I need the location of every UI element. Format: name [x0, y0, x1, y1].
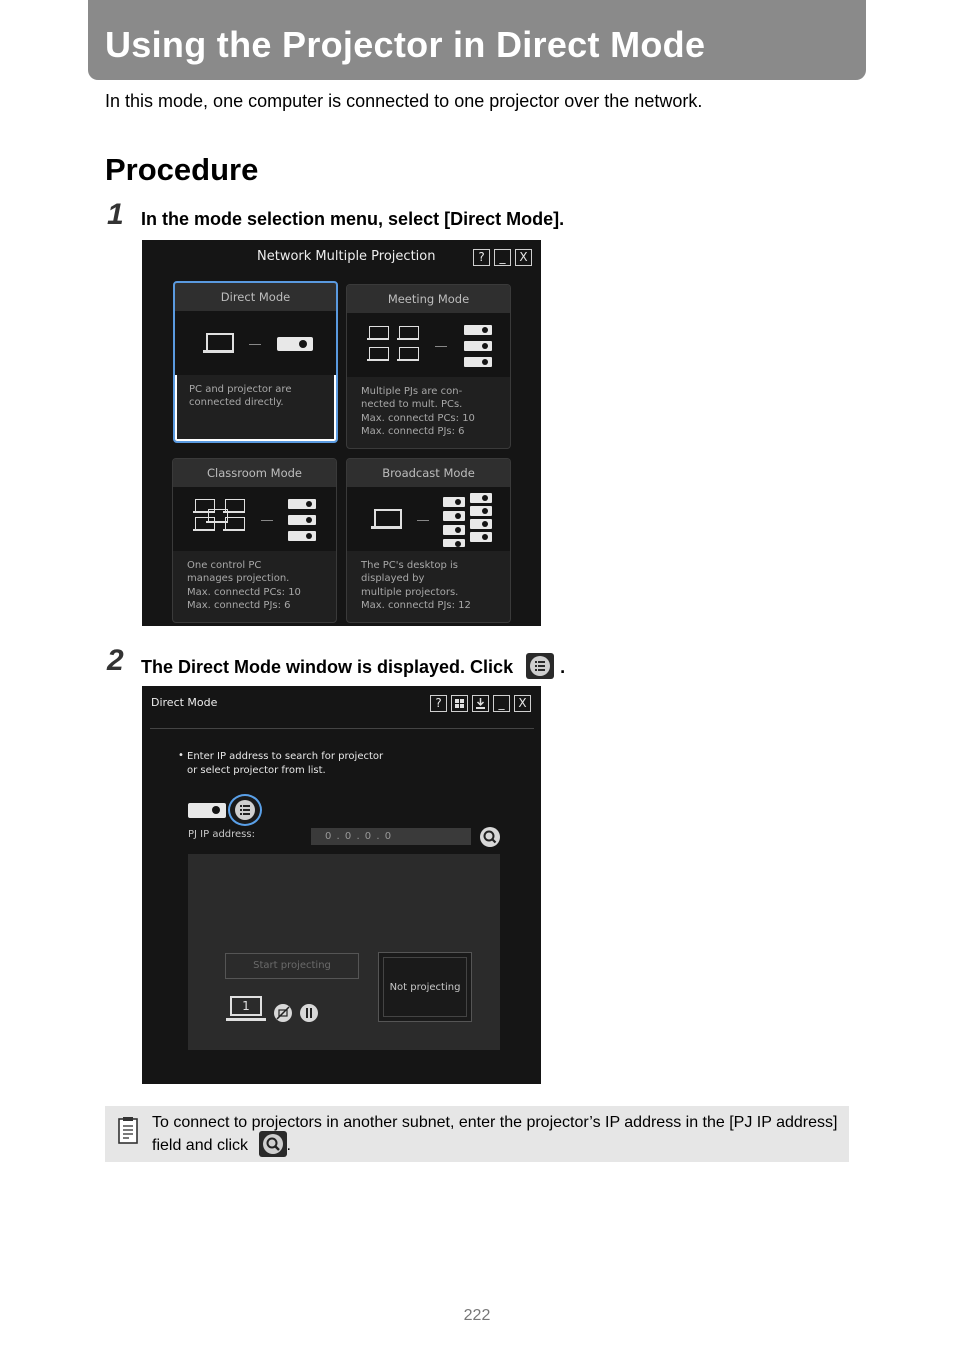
laptop-icon [367, 347, 389, 362]
projector-icon [470, 506, 492, 516]
page-title: Using the Projector in Direct Mode [105, 24, 706, 65]
start-projecting-button[interactable]: Start projecting [225, 953, 359, 979]
projector-icon [443, 511, 465, 521]
section-heading: Procedure [105, 152, 259, 187]
card-description: The PC's desktop is displayed by multiple projectors. Max. connectd PJs: 12 [361, 560, 471, 612]
ip-address-label: PJ IP address: [188, 829, 255, 840]
step-1-text: In the mode selection menu, select [Direct Mode]. [141, 209, 565, 229]
laptop-icon [397, 347, 419, 362]
close-button[interactable]: X [514, 695, 531, 712]
intro-text: In this mode, one computer is connected to one projector over the network. [105, 91, 703, 111]
card-title: Meeting Mode [347, 285, 510, 313]
close-button[interactable]: X [515, 249, 532, 266]
search-icon [480, 827, 500, 847]
note-text: To connect to projectors in another subnet, enter the projector’s IP address in the [PJ IP address] field and click . [152, 1112, 842, 1159]
card-description: PC and projector are connected directly. [189, 384, 292, 409]
memo-icon [117, 1117, 139, 1145]
chapter-title-bar [88, 0, 866, 80]
laptop-icon [203, 333, 233, 353]
list-icon [526, 653, 554, 679]
connection-line [435, 346, 447, 347]
minimize-button[interactable]: _ [494, 249, 511, 266]
projector-icon [464, 325, 492, 335]
search-button[interactable] [480, 827, 500, 847]
direct-mode-card[interactable] [173, 281, 338, 443]
broadcast-mode-card[interactable] [346, 458, 511, 623]
grid-view-button[interactable] [451, 695, 468, 712]
connection-line [417, 520, 429, 521]
no-display-icon[interactable] [274, 1004, 292, 1022]
step-2-number: 2 [107, 644, 124, 677]
ip-address-field[interactable]: 0 . 0 . 0 . 0 [311, 828, 471, 845]
connection-line [261, 520, 273, 521]
divider [150, 728, 534, 729]
card-title: Direct Mode [175, 283, 336, 311]
projector-icon [443, 539, 465, 547]
projector-icon [470, 532, 492, 542]
window-controls [430, 695, 531, 712]
card-description: One control PC manages projection. Max. connectd PCs: 10 Max. connectd PJs: 6 [187, 560, 301, 612]
projector-icon [443, 497, 465, 507]
mode-selection-screenshot [142, 240, 541, 626]
projector-icon [470, 519, 492, 529]
download-button[interactable] [472, 695, 489, 712]
search-icon [259, 1131, 287, 1157]
projector-icon [470, 493, 492, 503]
projector-icon [188, 803, 226, 818]
bullet: • [178, 750, 184, 761]
projector-icon [277, 337, 313, 351]
card-illustration [347, 313, 510, 377]
note-box [105, 1106, 849, 1162]
card-illustration [175, 311, 336, 375]
projector-icon [443, 525, 465, 535]
download-icon [473, 696, 488, 711]
window-controls [473, 249, 532, 266]
window-title: Direct Mode [151, 696, 218, 709]
pc-icon: 1 [226, 996, 266, 1022]
projector-icon [288, 515, 316, 525]
list-icon [230, 796, 260, 824]
help-button[interactable]: ? [473, 249, 490, 266]
projector-list-button[interactable] [228, 794, 262, 826]
minimize-button[interactable]: _ [493, 695, 510, 712]
projector-icon [464, 341, 492, 351]
projection-status: Not projecting [378, 952, 472, 1022]
card-description: Multiple PJs are con- nected to mult. PCs. Max. connectd PCs: 10 Max. connectd PJs: 6 [361, 386, 475, 438]
laptop-icon [371, 509, 401, 529]
laptop-icon [367, 326, 389, 341]
instruction-text: Enter IP address to search for projector or select projector from list. [187, 751, 384, 776]
connection-line [249, 344, 261, 345]
card-illustration [173, 487, 336, 551]
direct-mode-screenshot [142, 686, 541, 1084]
step-1-number: 1 [107, 198, 124, 231]
card-illustration [347, 487, 510, 551]
projector-icon [464, 357, 492, 367]
step-2-text: The Direct Mode window is displayed. Click . [141, 655, 565, 681]
page-number: 222 [463, 1307, 491, 1324]
projector-icon [288, 499, 316, 509]
projection-panel [188, 854, 500, 1050]
card-title: Classroom Mode [173, 459, 336, 487]
card-title: Broadcast Mode [347, 459, 510, 487]
projector-icon [288, 531, 316, 541]
laptop-icon [397, 326, 419, 341]
control-pc-icon [206, 509, 228, 524]
help-button[interactable]: ? [430, 695, 447, 712]
classroom-mode-card[interactable] [172, 458, 337, 623]
grid-icon [452, 696, 467, 711]
window-title: Network Multiple Projection [257, 249, 436, 264]
audio-mute-icon[interactable] [300, 1004, 318, 1022]
meeting-mode-card[interactable] [346, 284, 511, 449]
